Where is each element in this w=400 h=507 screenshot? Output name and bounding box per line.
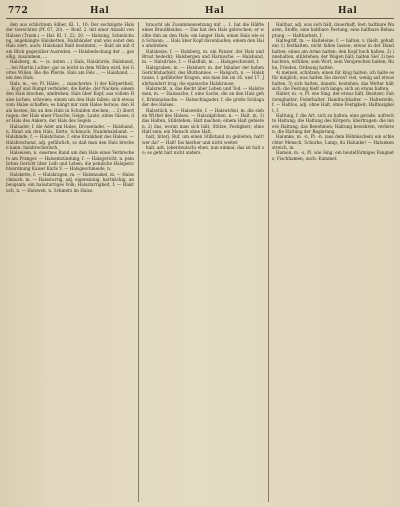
running-head-right: Hal [338, 6, 358, 16]
entry-paragraph: Halunke, m. -n, Pl. -n. (aus dem Böhmischen) ein schlechter Mensch, Schurke, Lump; du Halunke! — Halunkenstreich, m. [272, 134, 394, 150]
entry-paragraph: 4) meinen, schätzen; einen für klug halten; ich halte es für möglich; was halten Sie davon? viel, wenig auf etwas halten. 5) sich halten, dauern, bestehen; das Wetter hält sich; die Festung hielt sich lange; sich an etwas halten. [272, 70, 394, 92]
entry-paragraph: Haltbar, adj. was sich hält, dauerhaft, fest; haltbare Waaren, Stoffe; eine haltbare Festung; eine haltbare Behauptung. — Haltbarkeit, f. [272, 22, 394, 38]
text-column-1 [6, 22, 134, 504]
entry-paragraph: Haltegriff, m. — Halteleine, f. — halten, v. (hielt, gehalten) 1) festhalten, nicht fallen lassen; etwas in der Hand halten; einen am Arme halten; den Kopf hoch halten. 2) innehalten, stillstehen; der Wagen hält; halten Sie! 3) beobachten, erfüllen; sein Wort, sein Versprechen halten; Ruhe, Frieden, Ordnung halten. [272, 38, 394, 70]
entry-paragraph: Halskette, f. — Halskragen, m. — Halsmuskel, m. — Halsschmuck, m. — Halsstarrig, adj. eigensinnig, hartnäckig, unbeugsam; ein halsstarriges Volk; Halsstarrigkeit, f. — Halstuch, n. — Halsweh, n. Schmerz im Halse. [6, 171, 134, 193]
text-column-2 [142, 22, 264, 504]
column-divider [138, 22, 139, 502]
entry-paragraph: Halsrecht, n. das Recht über Leben und Tod. — Halsriemen, m. — Halssache, f. eine Sache, die an den Hals geht, Kriminalsache. — Halsschlagader, f. die große Schlagader des Halses. [142, 86, 264, 108]
column-divider [268, 22, 269, 502]
page-number: 772 [8, 6, 29, 16]
entry-paragraph: den aus schlichtem Silber, Kl. 1, 10; Der sechzigste Hals der Gerechten (Pf. 67, 20). — Bonf. 2. mit einer Anzahl von Halsen (Trank.) — Hal. Kl. 1, 22, 20. — Halsung, Schmückung, angehängte Halsketten, Halsbänder und was sonst den Hals ziert; auch: Halsband Bald bestimmt, — Bald als mit dem Blick gegenüber Ausreden. — Halsbedeckung der ... gesellig, zusammen, ... [6, 22, 134, 60]
entry-paragraph: Halseisen, n. eisernes Band um den Hals eines Verbrechers am Pranger. — Halsentzündung, f. — Halsgericht, n. peinliches Gericht über Leib und Leben; die peinliche Halsgerichtsordnung Kaiser Karls V. — Halsgeschmeide, n. [6, 150, 134, 172]
entry-paragraph: Halter, m. -s, Pl. wie Sing. der etwas hält, Besitzer; Fahrzeughalter; Federhalter, Handtuchhalter. — Haltestelle, f. — Haltlos, adj. ohne Halt, ohne Festigkeit; Haltlosigkeit, f. [272, 91, 394, 113]
entry-paragraph: halt, Interj. Ruf, um einen Stillstand zu gebieten; halt! wer da? — Halt! bis hierher und nicht weiter. [142, 134, 264, 145]
entry-paragraph: Haltung, f. die Art, sich zu halten; eine gerade, aufrechte Haltung; die Haltung des Körpers; übertragen: die innere Haltung, das Benehmen; Haltung bewahren, verlieren; die Haltung der Regierung. [272, 112, 394, 134]
running-head-center: Hal [205, 6, 225, 16]
entry-paragraph: Hamen, m. -s, Pl. wie Sing. ein beutelförmiges Fangnetz; Fischhamen; auch: Kummet. [272, 150, 394, 161]
entry-paragraph: Halsader, f. die Ader am Halse, Drosselader. — Halsband, n. Band um den Hals, Kette, Schmuck; Hundehalsband. — Halsbinde, f. — Halsbräune, f. eine Krankheit des Halses. — Halsbrechend, adj. gefährlich, so daß man den Hals brechen kann; halsbrecherisch. [6, 123, 134, 150]
text-column-3 [272, 22, 394, 504]
entry-paragraph: braucht als Zusammensetzung mit ... 1. hat die Hälfte eines Brautkleides. — Das hat den Hals gebrochen; er wollte ihm an den Hals; ein langer Hals; einen Hals wie ein Schwan; ... Hals über Kopf davonlaufen; einem den Hals umdrehen. [142, 22, 264, 49]
running-head-left: Hal [90, 6, 110, 16]
running-header [0, 6, 400, 18]
entry-paragraph: Halsgraben, m. — Halsherr, m. der Inhaber der hohen Gerichtsbarkeit, des Blutbannes. — Halsjoch, n. — Halskrause, f. gefältelter Kragen, wie man ihn im 16. und 17. Jahrhundert trug; die spanische Halskrause. [142, 64, 264, 86]
entry-paragraph: Halsberg, m. — (s. unten ...) Hals, Halsbürde, Halsbund, ... bei Martin Luther; gar so leicht in dem Willen wird, bei Gottes Willen. Bie die Pferde, Hals am Fels ... — Halsband, ... um den Hals. [6, 59, 134, 81]
entry-paragraph: Halsbeize, f. — Halsberg, m. ein Panzer, der Hals und Brust bedeckt; Halsbergen und Harnische. — Halsbund, m. — Halsdrüse, f. — Halsfluß, m. ... Halsgeschwulst, f. [142, 48, 264, 65]
entry-paragraph: Hals, m., -es; Pl. Hälse, ... mancherlei: 1) der Körpertheil, ... Kopf und Rumpf verbindet; die Kehle, der Nacken; einem den Hals brechen, umdrehen; Hals über Kopf; aus vollem Halse lachen, schreien; einem um den Hals fallen; sich etwas vom Halse schaffen; es hängt mir zum Halse heraus; den Hals kosten; bis an den Hals in Schulden stecken; ... 2) übertragen: der Hals einer Flasche, Geige, Laute, eines Glases; der Hals des Ankers; der Hals des Segels ... [6, 80, 134, 124]
entry-paragraph: halt, adv. (oberdeutsch) eben, nun einmal; das ist halt so; es geht halt nicht anders. [142, 144, 264, 156]
header-rule [6, 18, 394, 19]
entry-paragraph: Halsstück, n. — Halsweite, f. — Halswirbel, m. die sieben Wirbel des Halses. — Halszäpfchen, n. — Halt, m. 1) das Halten, Stillstehen; Halt machen; einem Halt gebieten. 2) das, woran man sich hält, Stütze, Festigkeit; ohne Halt sein; ein Mensch ohne Halt. [142, 107, 264, 134]
